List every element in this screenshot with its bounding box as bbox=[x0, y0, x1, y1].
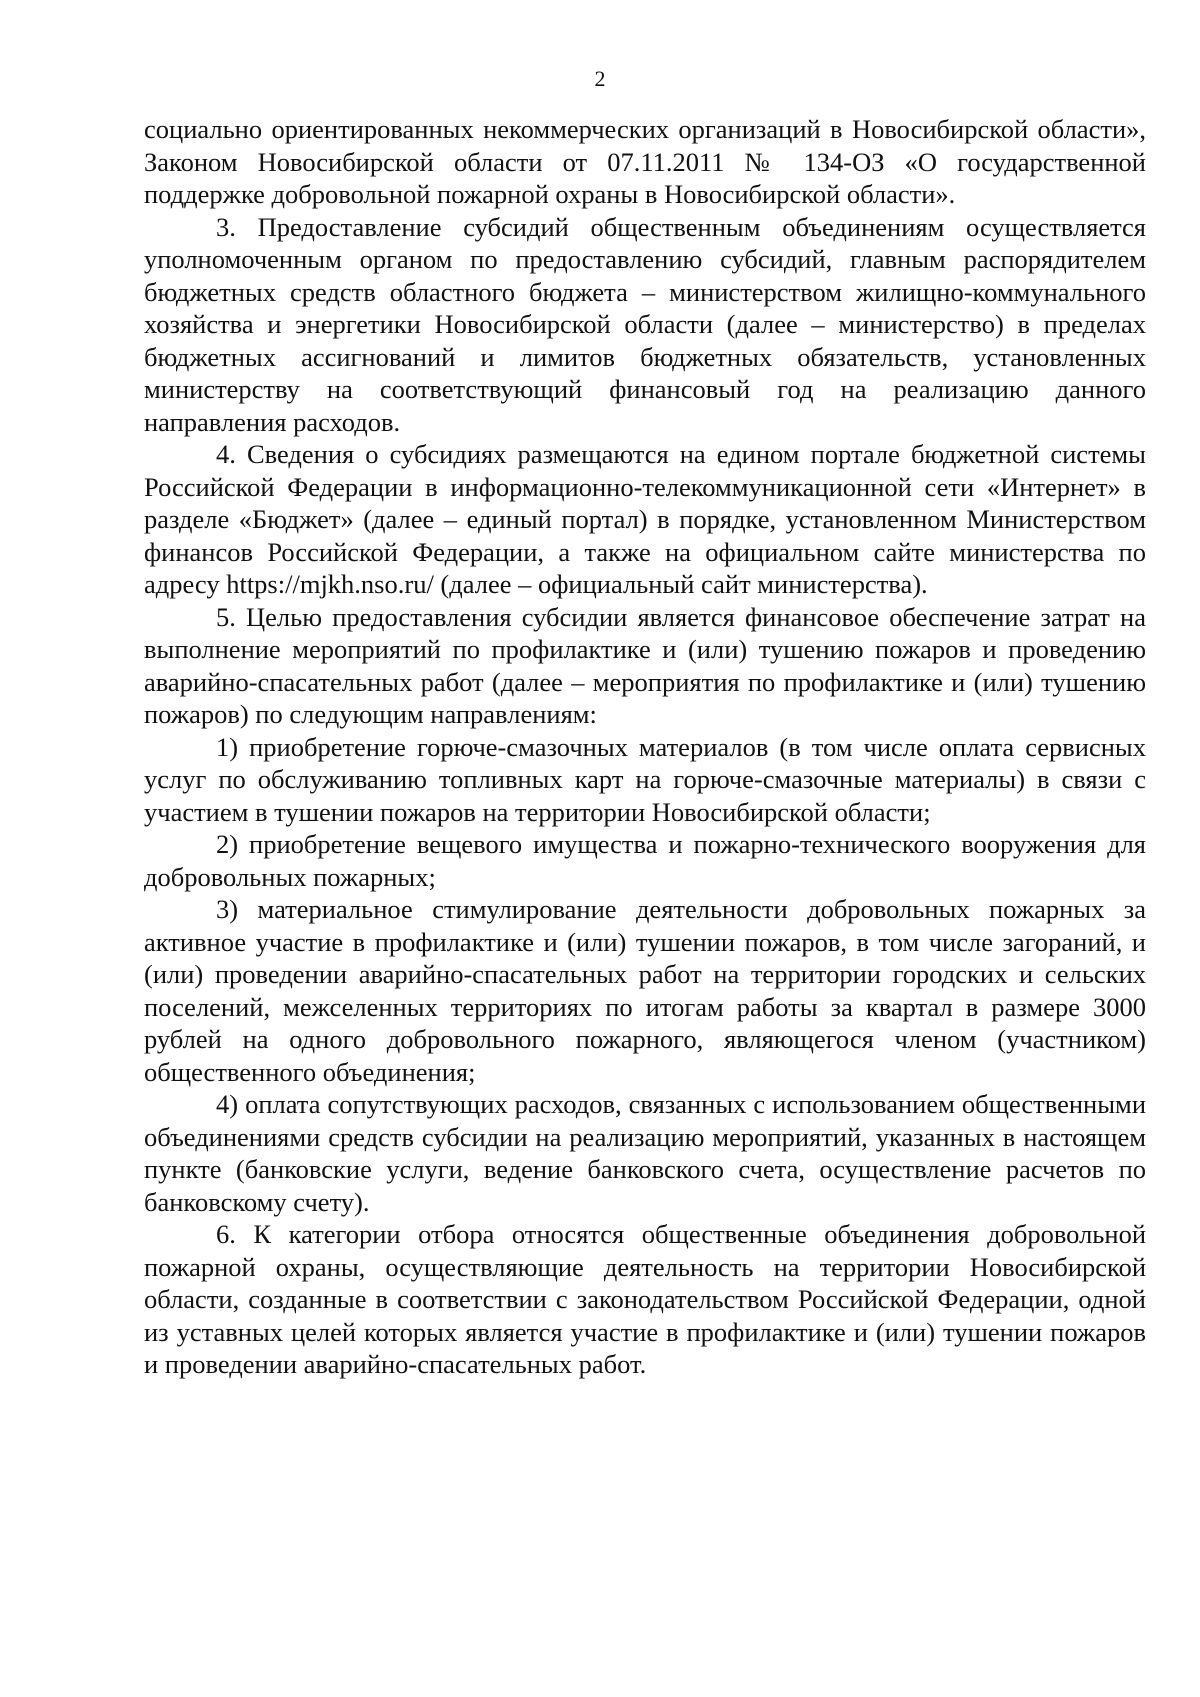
list-item-4: 4) оплата сопутствующих расходов, связанных с использованием общественными объединениями средств субсидии на реализацию мероприятий, указанных в настоящем пункте (банковские услуги, ведение банковского счета, осуществление расчетов по банковскому счету). bbox=[144, 1089, 1146, 1217]
paragraph-6: 6. К категории отбора относятся общественные объединения добровольной пожарной охраны, осуществляющие деятельность на территории Новосибирской области, созданные в соответствии с законодательством Российской Федерации, одной из уставных целей которых является участие в профилактике и (или) тушении пожаров и проведении аварийно-спасательных работ. bbox=[144, 1219, 1146, 1379]
list-item-3: 3) материальное стимулирование деятельности добровольных пожарных за активное участие в профилактике и (или) тушении пожаров, в том числе загораний, и (или) проведении аварийно-спасательных работ на территории городских и сельских поселений, межселенных территориях по итогам работы за квартал в размере 3000 рублей на одного добровольного пожарного, являющегося членом (участником) общественного объединения; bbox=[144, 894, 1146, 1087]
list-item-1: 1) приобретение горюче-смазочных материалов (в том числе оплата сервисных услуг по обслуживанию топливных карт на горюче-смазочные материалы) в связи с участием в тушении пожаров на территории Новосибирской области; bbox=[144, 731, 1146, 827]
paragraph-4: 4. Сведения о субсидиях размещаются на едином портале бюджетной системы Российской Федерации в информационно-телекоммуникационной сети «Интернет» в разделе «Бюджет» (далее – единый портал) в порядке, установленном Министерством финансов Российской Федерации, а также на официальном сайте министерства по адресу https://mjkh.nso.ru/ (далее – официальный сайт министерства). bbox=[144, 439, 1146, 599]
paragraph-5: 5. Целью предоставления субсидии является финансовое обеспечение затрат на выполнение мероприятий по профилактике и (или) тушению пожаров и проведению аварийно-спасательных работ (далее – мероприятия по профилактике и (или) тушению пожаров) по следующим направлениям: bbox=[144, 601, 1146, 729]
paragraph-3: 3. Предоставление субсидий общественным объединениям осуществляется уполномоченным органом по предоставлению субсидий, главным распорядителем бюджетных средств областного бюджета – министерством жилищно-коммунального хозяйства и энергетики Новосибирской области (далее – министерство) в пределах бюджетных ассигнований и лимитов бюджетных обязательств, установленных министерству на соответствующий финансовый год на реализацию данного направления расходов. bbox=[144, 211, 1146, 437]
page-number: 2 bbox=[594, 66, 606, 91]
list-item-2: 2) приобретение вещевого имущества и пожарно-технического вооружения для добровольных пожарных; bbox=[144, 829, 1146, 892]
document-body bbox=[144, 113, 1146, 1381]
paragraph-continuation: социально ориентированных некоммерческих организаций в Новосибирской области», Законом Новосибирской области от 07.11.2011 № 134-ОЗ «О государственной поддержке добровольной пожарной охраны в Новосибирской области». bbox=[144, 114, 1146, 209]
